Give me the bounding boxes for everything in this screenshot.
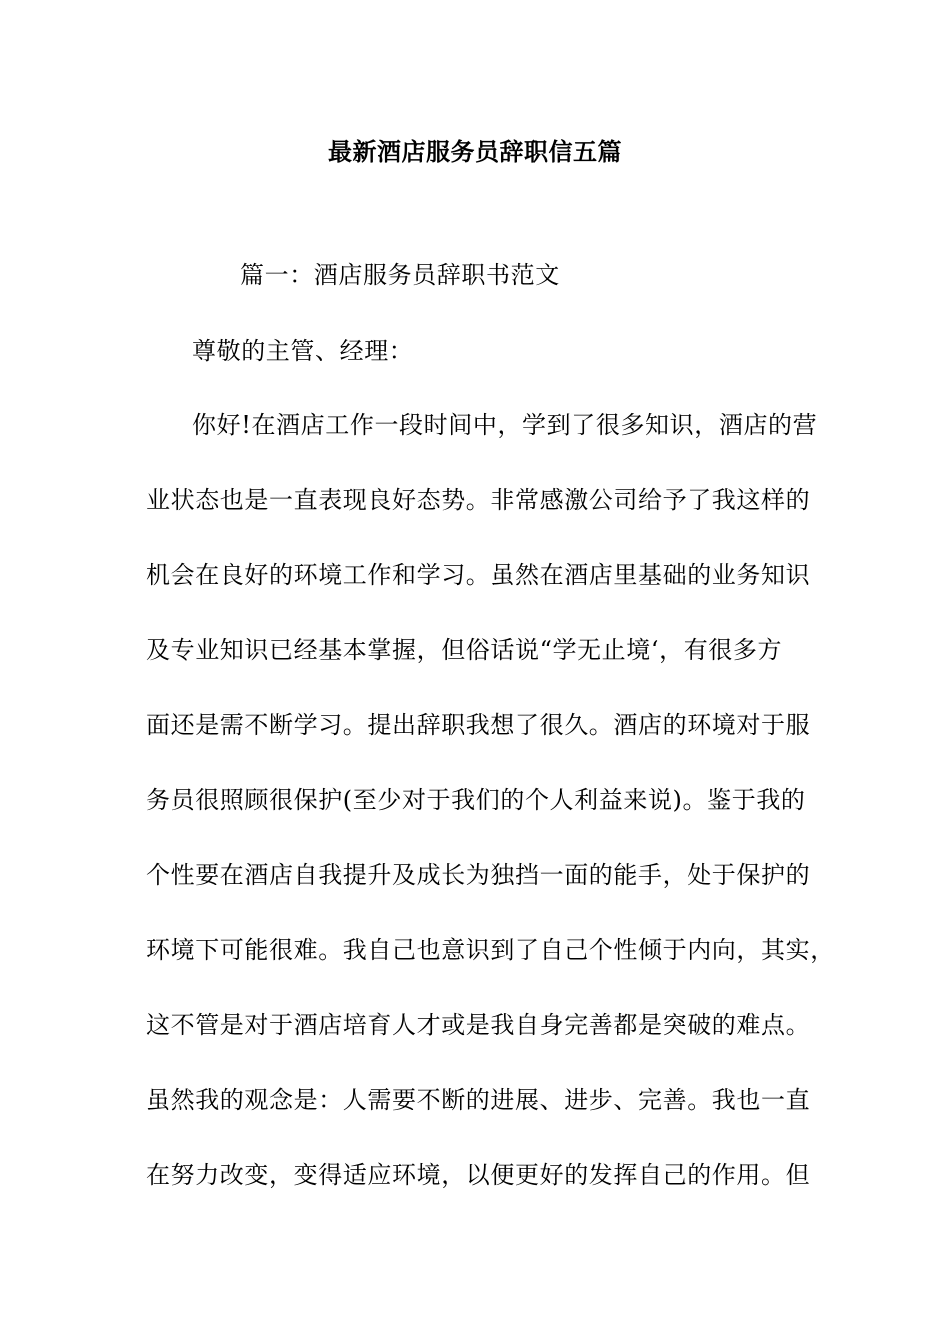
body-line: 这不管是对于酒店培育人才或是我自身完善都是突破的难点。 bbox=[146, 1011, 811, 1039]
body-line: 及专业知识已经基本掌握，但俗话说“学无止境‘，有很多方 bbox=[146, 636, 783, 664]
body-line: 面还是需不断学习。提出辞职我想了很久。酒店的环境对于服 bbox=[146, 711, 811, 739]
section-heading: 篇一：酒店服务员辞职书范文 bbox=[240, 261, 560, 289]
body-line: 务员很照顾很保护(至少对于我们的个人利益来说)。鉴于我的 bbox=[146, 786, 806, 814]
body-line: 机会在良好的环境工作和学习。虽然在酒店里基础的业务知识 bbox=[146, 561, 811, 589]
body-line: 虽然我的观念是：人需要不断的进展、进步、完善。我也一直 bbox=[146, 1086, 811, 1114]
body-line: 在努力改变，变得适应环境，以便更好的发挥自己的作用。但 bbox=[146, 1161, 811, 1189]
salutation: 尊敬的主管、经理： bbox=[192, 337, 414, 365]
body-line: 环境下可能很难。我自己也意识到了自己个性倾于内向，其实， bbox=[146, 936, 835, 964]
body-line: 个性要在酒店自我提升及成长为独挡一面的能手，处于保护的 bbox=[146, 861, 811, 889]
body-line: 你好!在酒店工作一段时间中，学到了很多知识，酒店的营 bbox=[192, 411, 818, 439]
document-title: 最新酒店服务员辞职信五篇 bbox=[328, 137, 622, 166]
body-line: 业状态也是一直表现良好态势。非常感激公司给予了我这样的 bbox=[146, 486, 811, 514]
